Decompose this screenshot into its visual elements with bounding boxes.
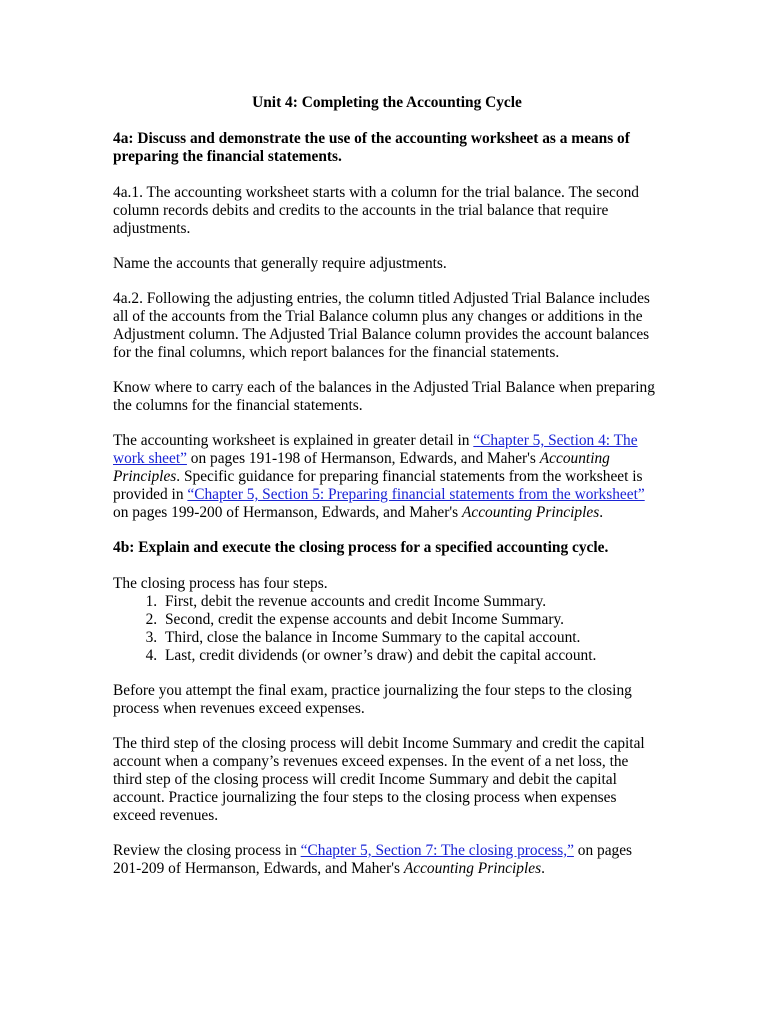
paragraph-closing-reference [113, 842, 661, 878]
book-title: Accounting Principles [403, 860, 542, 877]
paragraph-4a2: 4a.2. Following the adjusting entries, the column titled Adjusted Trial Balance includes all of the accounts from the Trial Balance column plus any changes or additions in the Adjustment column. The Adjusted Trial Balance column provides the account balances for the final columns, which report balances for the financial statements. [113, 290, 650, 361]
closing-steps-list [113, 593, 661, 665]
book-title: Accounting Principles [461, 504, 600, 521]
text-segment: on pages 199-200 of Hermanson, Edwards, and Maher's [113, 504, 462, 521]
chapter5-section7-link[interactable]: “Chapter 5, Section 7: The closing process,” [300, 842, 574, 859]
chapter5-section5-link[interactable]: “Chapter 5, Section 5: Preparing financial statements from the worksheet” [187, 486, 645, 503]
list-item: 1. First, debit the revenue accounts and credit Income Summary. [161, 593, 661, 611]
section-4b-heading: 4b: Explain and execute the closing process for a specified accounting cycle. [113, 539, 609, 556]
page-title: Unit 4: Completing the Accounting Cycle [252, 94, 522, 111]
list-item: 2. Second, credit the expense accounts and debit Income Summary. [161, 611, 661, 629]
text-segment: on pages 191-198 of Hermanson, Edwards, and Maher's [186, 450, 540, 467]
list-item: 3. Third, close the balance in Income Summary to the capital account. [161, 629, 661, 647]
text-segment: . [599, 504, 604, 521]
list-item: 4. Last, credit dividends (or owner’s draw) and debit the capital account. [161, 647, 661, 665]
paragraph-net-loss: The third step of the closing process will debit Income Summary and credit the capital account when a company’s revenues exceed expenses. In the event of a net loss, the third step of the closing process will credit Income Summary and debit the capital account. Practice journalizing the four steps to the closing process when expenses exceed revenues. [113, 735, 645, 824]
paragraph-practice-revenues: Before you attempt the final exam, practice journalizing the four steps to the closing process when revenues exceed expenses. [113, 682, 632, 717]
paragraph-carry-balances: Know where to carry each of the balances in the Adjusted Trial Balance when preparing the columns for the financial statements. [113, 379, 655, 414]
closing-steps-intro: The closing process has four steps. [113, 575, 328, 592]
text-segment: on pages 201-209 of Hermanson, Edwards, and Maher's [113, 842, 633, 877]
text-segment: Review the closing process in [113, 842, 301, 859]
paragraph-4a1: 4a.1. The accounting worksheet starts with a column for the trial balance. The second column records debits and credits to the accounts in the trial balance that require adjustments. [113, 184, 639, 237]
text-segment: . Specific guidance for preparing financial statements from the worksheet is provided in [113, 468, 643, 503]
section-4a-heading: 4a: Discuss and demonstrate the use of the accounting worksheet as a means of preparing the financial statements. [113, 130, 630, 165]
book-title: Accounting Principles [113, 450, 610, 485]
paragraph-worksheet-reference [113, 432, 661, 522]
text-segment: . [541, 860, 545, 877]
paragraph-adjustments-prompt: Name the accounts that generally require adjustments. [113, 255, 447, 272]
chapter5-section4-link[interactable]: “Chapter 5, Section 4: The work sheet” [113, 432, 638, 467]
document-page [113, 94, 661, 895]
text-segment: The accounting worksheet is explained in greater detail in [113, 432, 474, 449]
